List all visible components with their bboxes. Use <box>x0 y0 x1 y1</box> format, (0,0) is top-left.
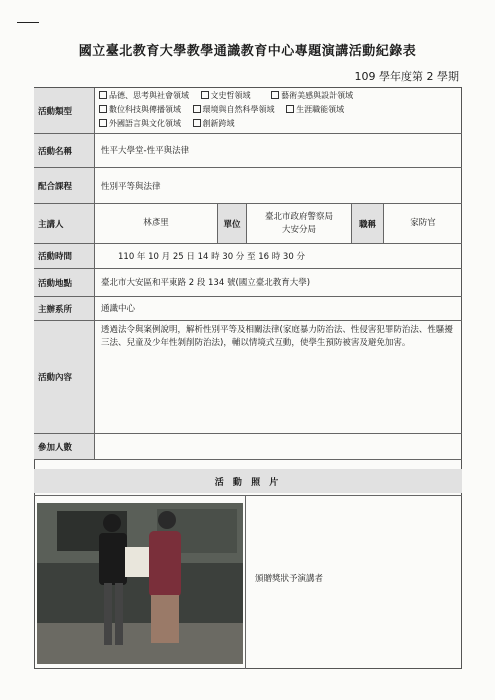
unit-label: 單位 <box>217 204 247 243</box>
speaker-value: 林彥里 <box>143 218 169 229</box>
content-label: 活動內容 <box>34 321 95 433</box>
row-divider <box>34 243 462 244</box>
activity-name-label: 活動名稱 <box>34 134 95 167</box>
photos-section-title: 活 動 照 片 <box>34 469 462 493</box>
attendance-label: 參加人數 <box>34 434 95 459</box>
content-value: 透過法令與案例說明，解析性別平等及相關法律(家庭暴力防治法、性侵害犯罪防治法、性騷擾三法、兒童及少年性剝削防治法)，輔以情境式互動，使學生預防被害及避免加害。 <box>101 325 453 348</box>
unit-value: 臺北市政府警察局 大安分局 <box>264 212 333 235</box>
photo-caption: 頒贈獎狀予演講者 <box>255 574 324 584</box>
activity-name-value: 性平大學堂-性平與法律 <box>101 146 190 156</box>
job-title-label: 職稱 <box>351 204 384 243</box>
speaker-label: 主講人 <box>34 204 95 243</box>
event-photo <box>37 503 243 664</box>
course-value: 性別平等與法律 <box>101 182 161 192</box>
checkbox[interactable] <box>286 105 294 113</box>
event-photo-illustration <box>37 503 243 664</box>
job-title-value: 家防官 <box>410 218 436 229</box>
category-row-2: 數位科技與傳播領域 環境與自然科學領域 生涯職能領域 <box>99 104 344 115</box>
corner-mark <box>17 22 39 23</box>
checkbox[interactable] <box>99 119 107 127</box>
row-divider <box>34 495 462 496</box>
row-divider <box>34 320 462 321</box>
course-label: 配合課程 <box>34 168 95 203</box>
row-divider <box>34 268 462 269</box>
row-divider <box>34 133 462 134</box>
location-value: 臺北市大安區和平東路 2 段 134 號(國立臺北教育大學) <box>101 278 311 288</box>
row-divider <box>34 459 462 460</box>
category-row-1: 品德、思考與社會領域 文史哲領域 藝術美感與設計領域 <box>99 90 353 101</box>
activity-type-label: 活動類型 <box>34 88 95 133</box>
checkbox[interactable] <box>271 91 279 99</box>
time-value: 110 年 10 月 25 日 14 時 30 分 至 16 時 30 分 <box>118 252 305 262</box>
photo-divider <box>245 495 246 669</box>
organizer-value: 通識中心 <box>101 304 136 314</box>
checkbox[interactable] <box>193 105 201 113</box>
page-title: 國立臺北教育大學教學通識教育中心專題演講活動紀錄表 <box>78 44 417 59</box>
organizer-label: 主辦系所 <box>34 297 95 320</box>
time-label: 活動時間 <box>34 244 95 268</box>
row-divider <box>34 296 462 297</box>
row-divider <box>34 167 462 168</box>
category-row-3: 外國語言與文化領域 創新跨域 <box>99 118 235 129</box>
semester-label: 109 學年度第 2 學期 <box>354 70 459 83</box>
checkbox[interactable] <box>99 105 107 113</box>
checkbox[interactable] <box>99 91 107 99</box>
location-label: 活動地點 <box>34 269 95 296</box>
row-divider <box>34 433 462 434</box>
checkbox[interactable] <box>193 119 201 127</box>
checkbox[interactable] <box>201 91 209 99</box>
